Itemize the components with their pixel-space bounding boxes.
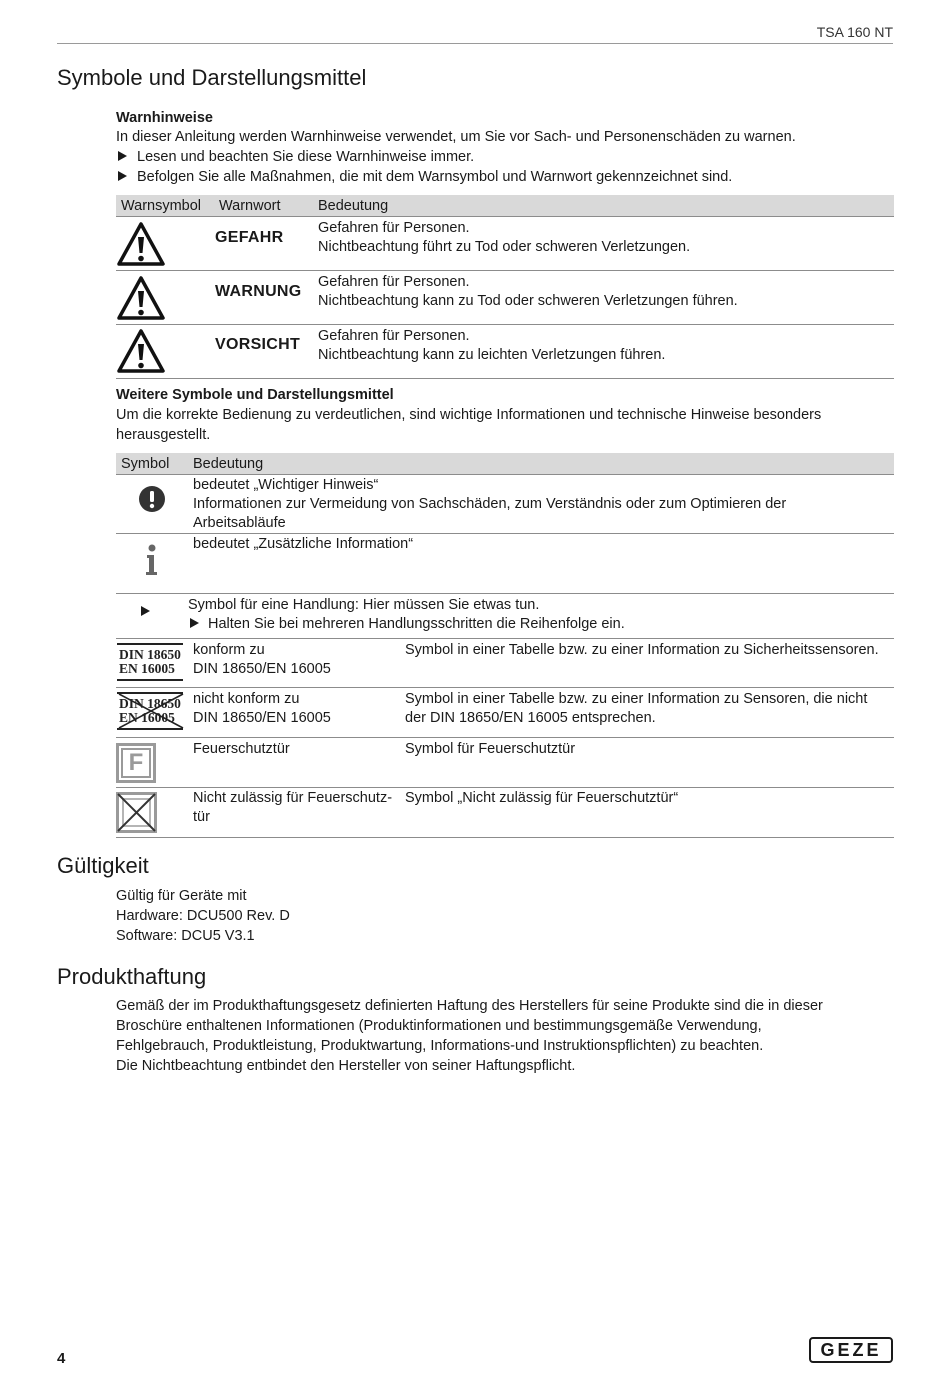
- header-divider: [57, 43, 893, 44]
- table-rule: [116, 533, 894, 534]
- exclamation-circle-icon: [138, 485, 166, 513]
- table-rule: [116, 687, 894, 688]
- table-rule: [116, 378, 894, 379]
- fire-door-desc: Feuerschutztür: [193, 741, 290, 757]
- symbol-table-header: [116, 453, 894, 475]
- meaning-line: Nichtbeachtung führt zu Tod oder schweren Verletzungen.: [318, 239, 691, 255]
- liability-line: Gemäß der im Produkthaftungsgesetz definierten Haftung des Herstellers für seine Produkte sind die in dieser: [116, 998, 823, 1014]
- liability-line: Fehlgebrauch, Produktleistung, Produktwartung, Informations-und Instruktionspflichten) zu beachten.: [116, 1038, 764, 1054]
- important-desc: Arbeitsabläufe: [193, 515, 286, 531]
- bullet-triangle-icon: [190, 618, 199, 628]
- signal-word-vorsicht: VORSICHT: [215, 336, 301, 353]
- col-header-warnsymbol: Warnsymbol: [121, 198, 202, 214]
- warnings-intro: In dieser Anleitung werden Warnhinweise verwendet, um Sie vor Sach- und Personenschäden zu warnen.: [116, 129, 796, 145]
- din-badge-line: DIN 18650: [119, 696, 181, 711]
- din-conform-desc: DIN 18650/EN 16005: [193, 661, 331, 677]
- section-title-liability: Produkthaftung: [57, 964, 207, 989]
- din-not-conform-desc: nicht konform zu: [193, 691, 300, 707]
- info-icon: [143, 544, 161, 576]
- more-symbols-heading: Weitere Symbole und Darstellungsmittel: [116, 387, 394, 403]
- din-not-conform-badge: [117, 692, 185, 730]
- din-badge-line: EN 16005: [119, 661, 175, 676]
- table-rule: [116, 638, 894, 639]
- table-rule: [116, 837, 894, 838]
- important-title: bedeutet „Wichtiger Hinweis“: [193, 477, 379, 493]
- signal-word-warnung: WARNUNG: [215, 283, 302, 300]
- page-number: 4: [57, 1350, 66, 1367]
- not-fire-door-icon: [116, 792, 157, 833]
- more-symbols-intro: Um die korrekte Bedienung zu verdeutlichen, sind wichtige Informationen und technische Hinweise besonders: [116, 407, 822, 423]
- bullet-text: Halten Sie bei mehreren Handlungsschritten die Reihenfolge ein.: [208, 616, 625, 632]
- meaning-line: Nichtbeachtung kann zu Tod oder schweren Verletzungen führen.: [318, 293, 738, 309]
- not-fire-door-desc: tür: [193, 809, 210, 825]
- bullet-text: Lesen und beachten Sie diese Warnhinweise immer.: [137, 149, 475, 165]
- warning-triangle-icon: [116, 275, 166, 321]
- table-rule: [116, 216, 894, 217]
- din-not-conform-meaning: Symbol in einer Tabelle bzw. zu einer Information zu Sensoren, die nicht: [405, 691, 868, 707]
- bullet-text: Befolgen Sie alle Maßnahmen, die mit dem Warnsymbol und Warnwort gekennzeichnet sind.: [137, 169, 733, 185]
- fire-door-letter: F: [128, 749, 144, 776]
- table-rule: [116, 324, 894, 325]
- din-conform-meaning: Symbol in einer Tabelle bzw. zu einer Information zu Sicherheitssensoren.: [405, 642, 879, 658]
- more-symbols-intro: herausgestellt.: [116, 427, 211, 443]
- not-fire-door-desc: Nicht zulässig für Feuerschutz-: [193, 790, 393, 806]
- table-rule: [116, 787, 894, 788]
- bullet-triangle-icon: [118, 171, 127, 181]
- meaning-line: Gefahren für Personen.: [318, 328, 470, 344]
- fire-door-meaning: Symbol für Feuerschutztür: [405, 741, 576, 757]
- validity-line: Hardware: DCU500 Rev. D: [116, 908, 290, 924]
- din-not-conform-desc: DIN 18650/EN 16005: [193, 710, 331, 726]
- meaning-line: Gefahren für Personen.: [318, 274, 470, 290]
- liability-line: Broschüre enthaltenen Informationen (Produktinformationen und bestimmungsgemäße Verwendung,: [116, 1018, 762, 1034]
- table-rule: [116, 593, 894, 594]
- fire-door-icon: [116, 743, 156, 783]
- section-title-symbols: Symbole und Darstellungsmittel: [57, 65, 367, 90]
- geze-logo: [809, 1337, 893, 1363]
- action-triangle-icon: [141, 606, 151, 616]
- col-header-bedeutung: Bedeutung: [318, 198, 389, 214]
- col-header-symbol: Symbol: [121, 456, 170, 472]
- action-bullet: [190, 615, 625, 635]
- din-conform-badge: [117, 643, 185, 681]
- logo-text: GEZE: [820, 1339, 882, 1360]
- warnings-heading: Warnhinweise: [116, 110, 213, 126]
- important-desc: Informationen zur Vermeidung von Sachschäden, zum Verständnis oder zum Optimieren der: [193, 496, 787, 512]
- meaning-line: Gefahren für Personen.: [318, 220, 470, 236]
- liability-line: Die Nichtbeachtung entbindet den Hersteller von seiner Haftungspflicht.: [116, 1058, 576, 1074]
- warnings-bullet: [118, 148, 474, 168]
- din-badge-line: DIN 18650: [119, 647, 181, 662]
- not-fire-door-meaning: Symbol „Nicht zulässig für Feuerschutztür“: [405, 790, 679, 806]
- info-title: bedeutet „Zusätzliche Information“: [193, 536, 414, 552]
- section-title-validity: Gültigkeit: [57, 853, 149, 878]
- validity-line: Gültig für Geräte mit: [116, 888, 247, 904]
- bullet-triangle-icon: [118, 151, 127, 161]
- warning-table-header: [116, 195, 894, 217]
- table-rule: [116, 737, 894, 738]
- meaning-line: Nichtbeachtung kann zu leichten Verletzungen führen.: [318, 347, 666, 363]
- din-badge-line: EN 16005: [119, 710, 175, 725]
- validity-line: Software: DCU5 V3.1: [116, 928, 255, 944]
- action-desc: Symbol für eine Handlung: Hier müssen Sie etwas tun.: [188, 597, 540, 613]
- table-rule: [116, 270, 894, 271]
- cross-out-icon: [117, 692, 185, 730]
- warnings-bullet: [118, 168, 732, 188]
- din-not-conform-meaning: der DIN 18650/EN 16005 entsprechen.: [405, 710, 656, 726]
- col-header-warnwort: Warnwort: [219, 198, 281, 214]
- col-header-bedeutung: Bedeutung: [193, 456, 264, 472]
- document-title: TSA 160 NT: [816, 24, 893, 40]
- table-rule: [116, 474, 894, 475]
- warning-triangle-icon: [116, 328, 166, 374]
- warning-triangle-icon: [116, 221, 166, 267]
- signal-word-gefahr: GEFAHR: [215, 229, 284, 246]
- din-conform-desc: konform zu: [193, 642, 265, 658]
